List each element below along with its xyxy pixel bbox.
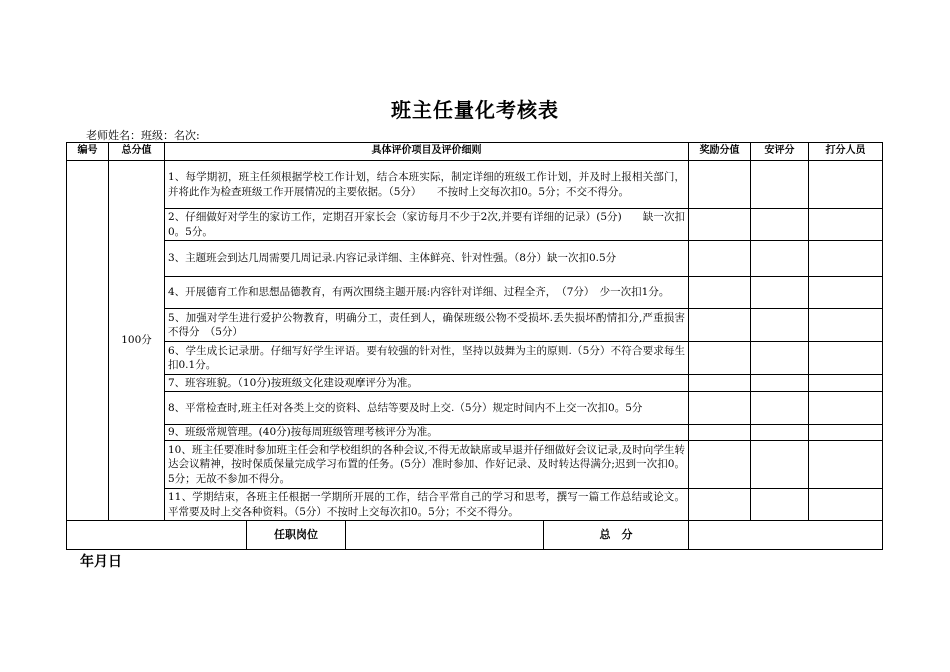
footer-blank-cell (67, 521, 247, 549)
table-row (67, 209, 883, 241)
reward-cell[interactable] (689, 342, 751, 375)
table-row (67, 392, 883, 425)
reward-cell[interactable] (689, 161, 751, 209)
an-score-cell[interactable] (751, 392, 809, 425)
item-cell: 3、主题班会到达几周需要几周记录.内容记录详细、主体鲜亮、针对性强。（8分）缺一次扣0.5分 (165, 241, 689, 277)
reward-cell[interactable] (689, 309, 751, 342)
scorer-cell[interactable] (809, 489, 883, 521)
scorer-cell[interactable] (809, 241, 883, 277)
header-items: 具体评价项目及评价细则 (165, 143, 689, 161)
item-cell: 6、学生成长记录册。仔细写好学生评语。要有较强的针对性，坚持以鼓舞为主的原则.（5分）不符合要求每生扣0.1分。 (165, 342, 689, 375)
header-an-score: 安评分 (751, 143, 809, 161)
an-score-cell[interactable] (751, 425, 809, 441)
an-score-cell[interactable] (751, 209, 809, 241)
an-score-cell[interactable] (751, 441, 809, 489)
header-total: 总分值 (109, 143, 165, 161)
table-row (67, 425, 883, 441)
an-score-cell[interactable] (751, 489, 809, 521)
an-score-cell[interactable] (751, 375, 809, 392)
total-value-cell[interactable] (689, 521, 883, 550)
an-score-cell[interactable] (751, 161, 809, 209)
scorer-cell[interactable] (809, 342, 883, 375)
teacher-info-line: 老师姓名：班级：名次: (86, 129, 200, 142)
reward-cell[interactable] (689, 241, 751, 277)
table-row (67, 375, 883, 392)
item-cell: 11、学期结束，各班主任根据一学期所开展的工作，结合平常自己的学习和思考，撰写一篇工作总结或论文。平常要及时上交各种资料。（5分）不按时上交每次扣0。5分；不交不得分。 (165, 489, 689, 521)
reward-cell[interactable] (689, 489, 751, 521)
scorer-cell[interactable] (809, 441, 883, 489)
total-score-cell: 100分 (109, 161, 165, 521)
table-row (67, 161, 883, 209)
page-title: 班主任量化考核表 (391, 98, 559, 122)
header-row (67, 143, 883, 161)
item-cell: 4、开展德育工作和思想品德教育，有两次围绕主题开展:内容针对详细、过程全齐， （7分） 少一次扣1分。 (165, 277, 689, 309)
item-cell: 2、仔细做好对学生的家访工作，定期召开家长会（家访每月不少于2次,并要有详细的记录）(5分) 缺一次扣0。5分。 (165, 209, 689, 241)
item-cell: 8、平常检查时,班主任对各类上交的资料、总结等要及时上交.（5分）规定时间内不上交一次扣0。5分 (165, 392, 689, 425)
position-label: 任职岗位 (247, 521, 346, 549)
reward-cell[interactable] (689, 441, 751, 489)
reward-cell[interactable] (689, 277, 751, 309)
an-score-cell[interactable] (751, 241, 809, 277)
number-cell (67, 161, 109, 521)
item-cell: 5、加强对学生进行爱护公物教育，明确分工，责任到人，确保班级公物不受损坏.丢失损坏酌情扣分,严重损害不得分 （5分） (165, 309, 689, 342)
assessment-table (66, 142, 883, 550)
scorer-cell[interactable] (809, 209, 883, 241)
reward-cell[interactable] (689, 392, 751, 425)
table-row (67, 309, 883, 342)
item-cell: 7、班容班貌。（10分)按班级文化建设观摩评分为准。 (165, 375, 689, 392)
scorer-cell[interactable] (809, 375, 883, 392)
an-score-cell[interactable] (751, 342, 809, 375)
date-line: 年月日 (80, 554, 122, 570)
reward-cell[interactable] (689, 209, 751, 241)
an-score-cell[interactable] (751, 309, 809, 342)
table-row (67, 241, 883, 277)
an-score-cell[interactable] (751, 277, 809, 309)
footer-row (67, 521, 883, 550)
scorer-cell[interactable] (809, 309, 883, 342)
scorer-cell[interactable] (809, 392, 883, 425)
table-row (67, 441, 883, 489)
header-reward: 奖励分值 (689, 143, 751, 161)
item-cell: 10、班主任要准时参加班主任会和学校组织的各种会议,不得无故缺席或早退并仔细做好会议记录,及时向学生转达会议精神，按时保质保量完成学习布置的任务。(5分）准时参加、作好记录、及时转达得满分;迟到一次扣0。5分；无故不参加不得分。 (165, 441, 689, 489)
reward-cell[interactable] (689, 375, 751, 392)
position-value-cell[interactable] (346, 521, 544, 549)
item-cell: 9、班级常规管理。(40分)按每周班级管理考核评分为准。 (165, 425, 689, 441)
scorer-cell[interactable] (809, 161, 883, 209)
reward-cell[interactable] (689, 425, 751, 441)
table-row (67, 277, 883, 309)
table-row (67, 342, 883, 375)
header-scorer: 打分人员 (809, 143, 883, 161)
scorer-cell[interactable] (809, 425, 883, 441)
header-number: 编号 (67, 143, 109, 161)
item-cell: 1、每学期初，班主任须根据学校工作计划，结合本班实际，制定详细的班级工作计划，并及时上报相关部门，并将此作为检查班级工作开展情况的主要依据。（5分） 不按时上交每次扣0。5分；不交不得分。 (165, 161, 689, 209)
table-row (67, 489, 883, 521)
scorer-cell[interactable] (809, 277, 883, 309)
total-label: 总 分 (599, 527, 633, 541)
